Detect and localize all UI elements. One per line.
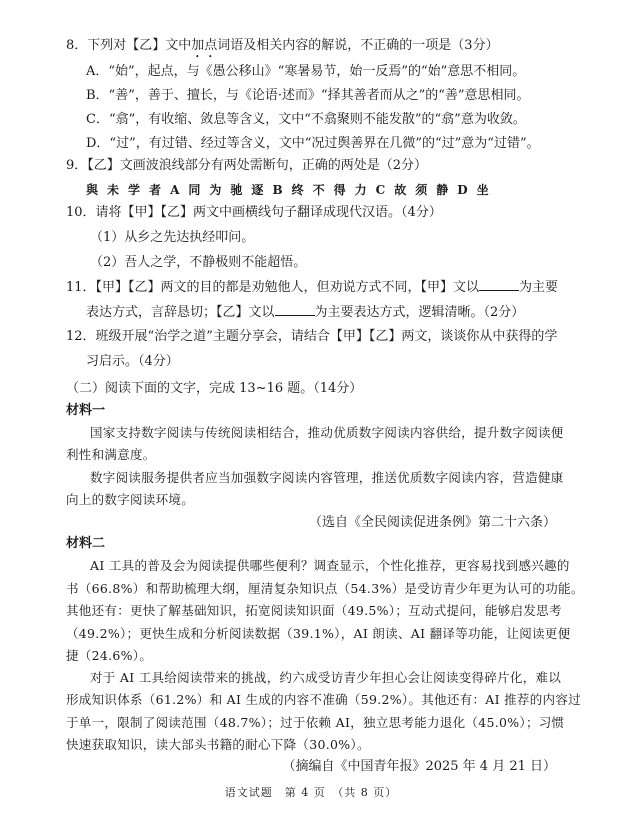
material-2-p1-line4: （49.2%）；更快生成和分析阅读数据（39.1%），AI 朗读、AI 翻译等功能，让阅读更便 — [66, 626, 571, 641]
answer-blank[interactable] — [479, 278, 519, 291]
material-2-title: 材料二 — [66, 536, 106, 551]
material-2-p1-line1: AI 工具的普及会为阅读提供哪些便利？调查显示，个性化推荐，更容易找到感兴趣的 — [90, 558, 570, 573]
material-2-p2-line3: 于单一，限制了阅读范围（48.7%）；过于依赖 AI，独立思考能力退化（45.0%）；习惯 — [66, 715, 565, 730]
material-1-source: （选自《全民阅读促进条例》第二十六条） — [308, 515, 556, 530]
q12-stem: 12．班级开展“治学之道”主题分享会，请结合【甲】【乙】两文，谈谈你从中获得的学 — [66, 329, 558, 344]
q9-char: 逐 — [251, 183, 264, 197]
material-2-source: （摘编自《中国青年报》2025 年 4 月 21 日） — [282, 759, 556, 774]
q9-mark-c: C — [375, 183, 386, 197]
material-2-p1-line2: 书（66.8%）和帮助梳理大纲，厘清复杂知识点（54.3%）是受访青少年更为认可的功能。 — [66, 581, 584, 596]
q9-sentence — [86, 181, 498, 199]
q9-char: 不 — [312, 183, 325, 197]
material-1-para-1a: 国家支持数字阅读与传统阅读相结合，推动优质数字阅读内容供给，提升数字阅读便 — [90, 425, 564, 440]
q9-char: 学 — [128, 183, 141, 197]
q8-dotted-text: 加点 — [191, 38, 218, 53]
material-2-p2-line2: 形成知识体系（61.2%）和 AI 生成的内容不准确（59.2%）。其他还有：AI 推荐的内容过 — [66, 692, 581, 707]
material-1-para-2b: 向上的数字阅读环境。 — [66, 492, 195, 507]
material-1-para-1b: 利性和满意度。 — [66, 447, 156, 462]
q9-char: 须 — [415, 183, 428, 197]
q10-item-1: （1）从乡之先达执经叩问。 — [90, 230, 255, 245]
material-1-para-2a: 数字阅读服务提供者应当加强数字阅读内容管理，推送优质数字阅读内容，营造健康 — [90, 470, 564, 485]
section-heading: （二）阅读下面的文字，完成 13~16 题。（14分） — [66, 381, 363, 396]
q9-mark-a: A — [170, 183, 180, 197]
q11-cont: 表达方式，言辞恳切；【乙】文以 为主要表达方式，逻辑清晰。（2分） — [86, 305, 525, 320]
q9-mark-b: B — [272, 183, 283, 197]
page-footer: 语文试题 第 4 页 （共 8 页） — [224, 786, 398, 799]
q10-stem: 10．请将【甲】【乙】两文中画横线句子翻译成现代汉语。（4分） — [66, 205, 442, 220]
q9-char: 未 — [107, 183, 120, 197]
q9-char: 與 — [86, 183, 99, 197]
q9-mark-d: D — [457, 183, 468, 197]
q9-char: 故 — [394, 183, 407, 197]
material-2-p1-line5: 捷（24.6%）。 — [66, 648, 153, 663]
q12-cont: 习启示。（4分） — [86, 354, 179, 369]
q11-stem: 11．【甲】【乙】两文的目的都是劝勉他人，但劝说方式不同，【甲】文以 为主要 — [66, 280, 559, 295]
q9-char: 同 — [188, 183, 201, 197]
q9-char: 静 — [436, 183, 449, 197]
material-2-p2-line1: 对于 AI 工具给阅读带来的挑战，约六成受访青少年担心会让阅读变得碎片化，难以 — [90, 670, 562, 685]
material-2-p2-line4: 快速获取知识，读大部头书籍的耐心下降（30.0%）。 — [66, 737, 370, 752]
q8-option-a: A．“始”，起点，与《愚公移山》“寒暑易节，始一反焉”的“始”意思不相同。 — [86, 64, 526, 79]
q8-option-c: C．“翕”，有收缩、敛息等含义，文中“不翕聚则不能发散”的“翕”意为收敛。 — [86, 112, 526, 127]
q9-char: 终 — [291, 183, 304, 197]
q9-char: 得 — [333, 183, 346, 197]
q8-option-d: D．“过”，有过错、经过等含义，文中“况过舆善界在几微”的“过”意为“过错”。 — [86, 136, 540, 151]
q9-stem: 9．【乙】文画波浪线部分有两处需断句，正确的两处是（2分） — [66, 158, 428, 173]
q9-char: 为 — [209, 183, 222, 197]
material-2-p1-line3: 其他还有：更快了解基础知识，拓宽阅读知识面（49.5%）；互动式提问，能够启发思考 — [66, 603, 562, 618]
q9-char: 坐 — [476, 183, 489, 197]
q9-char: 力 — [354, 183, 367, 197]
material-1-title: 材料一 — [66, 403, 106, 418]
q8-stem: 8．下列对【乙】文中加点词语及相关内容的解说，不正确的一项是（3分） — [66, 38, 499, 53]
q9-char: 者 — [149, 183, 162, 197]
q9-char: 驰 — [230, 183, 243, 197]
q8-option-b: B．“善”，善于、擅长，与《论语·述而》“择其善者而从之”的“善”意思相同。 — [86, 88, 530, 103]
answer-blank[interactable] — [275, 303, 315, 316]
q10-item-2: （2）吾人之学，不静极则不能超悟。 — [90, 255, 307, 270]
